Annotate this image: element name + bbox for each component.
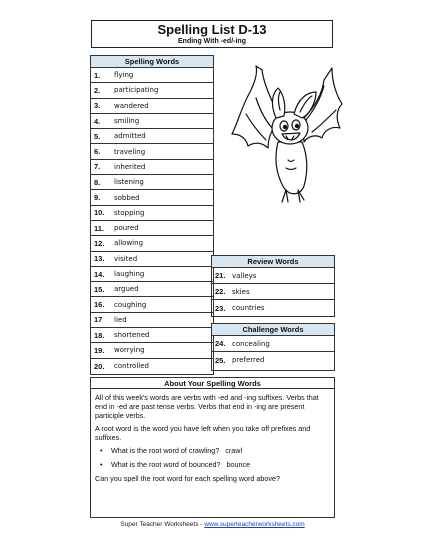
about-words-box — [90, 377, 335, 518]
spelling-word: allowing — [114, 239, 144, 248]
challenge-word-row — [212, 352, 334, 368]
spelling-word-row — [91, 282, 213, 297]
review-word: countries — [232, 304, 265, 312]
review-word: valleys — [232, 271, 257, 280]
review-word: skies — [232, 287, 250, 296]
spelling-word: admitted — [114, 132, 146, 141]
footer-link[interactable]: www.superteacherworksheets.com — [204, 521, 305, 528]
word-number: 11. — [94, 223, 105, 233]
spelling-word: sobbed — [114, 193, 140, 202]
review-words-box — [211, 255, 335, 317]
spelling-words-header: Spelling Words — [91, 56, 213, 68]
word-number: 2. — [94, 85, 101, 95]
challenge-word-row — [212, 336, 334, 352]
example-item — [95, 446, 330, 455]
word-number: 17 — [94, 315, 103, 325]
spelling-word: flying — [114, 71, 134, 80]
spelling-word: participating — [114, 86, 159, 95]
spelling-word: worrying — [114, 346, 145, 355]
about-paragraph-question: Can you spell the root word for each spelling word above? — [95, 474, 280, 483]
about-words-header: About Your Spelling Words — [91, 378, 334, 389]
spelling-word-row — [91, 160, 213, 175]
spelling-word: controlled — [114, 362, 149, 371]
word-number: 25. — [215, 355, 226, 365]
word-number: 4. — [94, 116, 101, 126]
word-number: 1. — [94, 70, 101, 80]
spelling-word-list — [91, 68, 213, 374]
word-number: 8. — [94, 177, 101, 187]
spelling-words-box — [90, 55, 214, 375]
spelling-word: smiling — [114, 117, 140, 126]
spelling-word: poured — [114, 224, 139, 233]
example-answer: bounce — [226, 460, 251, 469]
word-number: 24. — [215, 339, 226, 348]
word-number: 9. — [94, 193, 101, 203]
about-paragraph-root-word: A root word is the word you have left when you take off prefixes and suffixes. — [95, 424, 311, 442]
spelling-word-row — [91, 267, 213, 282]
spelling-word: stopping — [114, 208, 145, 217]
cartoon-bat-icon — [228, 62, 346, 212]
example-question: What is the root word of crawling? — [111, 446, 220, 455]
spelling-word: wandered — [114, 101, 149, 110]
spelling-word: argued — [114, 285, 139, 294]
word-number: 21. — [215, 271, 226, 280]
review-words-header: Review Words — [212, 256, 334, 268]
page-subtitle: Ending With -ed/-ing — [178, 38, 246, 45]
challenge-word: preferred — [232, 356, 265, 364]
word-number: 22. — [215, 287, 226, 296]
spelling-word-row — [91, 221, 213, 236]
word-number: 7. — [94, 162, 101, 172]
spelling-word-row — [91, 252, 213, 267]
spelling-word-row — [91, 343, 213, 358]
spelling-word-row — [91, 236, 213, 251]
title-box — [91, 20, 333, 48]
challenge-word: concealing — [232, 339, 270, 348]
spelling-word-row — [91, 190, 213, 205]
challenge-words-header: Challenge Words — [212, 324, 334, 336]
word-number: 12. — [94, 238, 105, 248]
spelling-word-row — [91, 68, 213, 83]
spelling-word-row — [91, 144, 213, 159]
footer — [0, 521, 425, 528]
word-number: 6. — [94, 147, 101, 157]
spelling-word-row — [91, 114, 213, 129]
about-paragraph-suffixes: All of this week's words are verbs with -ed and -ing suffixes. Verbs that end in -ed are past tense verbs. Verbs that end in -ing are present participle verbs. — [95, 393, 319, 420]
spelling-word: coughing — [114, 300, 147, 309]
example-answer: crawl — [225, 446, 243, 455]
spelling-word: inherited — [114, 162, 146, 171]
word-number: 14. — [94, 269, 105, 279]
word-number: 20. — [94, 361, 105, 371]
spelling-word: visited — [114, 254, 138, 263]
spelling-word-row — [91, 83, 213, 98]
review-word-row — [212, 268, 334, 284]
spelling-word-row — [91, 313, 213, 328]
spelling-word-row — [91, 328, 213, 343]
spelling-word-row — [91, 129, 213, 144]
page-title: Spelling List D-13 — [157, 22, 267, 37]
word-number: 15. — [94, 284, 105, 294]
example-item — [95, 460, 330, 469]
word-number: 3. — [94, 101, 101, 111]
word-number: 13. — [94, 254, 105, 264]
spelling-word: laughing — [114, 270, 145, 278]
spelling-word-row — [91, 175, 213, 190]
word-number: 18. — [94, 330, 105, 340]
spelling-word: lied — [114, 315, 127, 324]
challenge-words-box — [211, 323, 335, 371]
spelling-word-row — [91, 99, 213, 114]
example-list — [95, 446, 330, 469]
spelling-word: shortened — [114, 331, 150, 340]
spelling-word: listening — [114, 178, 144, 187]
word-number: 5. — [94, 131, 101, 141]
spelling-word-row — [91, 297, 213, 312]
review-word-row — [212, 284, 334, 300]
about-words-body — [91, 389, 334, 483]
word-number: 19. — [94, 345, 105, 355]
footer-text: Super Teacher Worksheets - — [120, 521, 205, 528]
word-number: 10. — [94, 208, 105, 218]
word-number: 23. — [215, 303, 226, 313]
example-question: What is the root word of bounced? — [111, 460, 221, 469]
review-word-row — [212, 300, 334, 316]
spelling-word-row — [91, 206, 213, 221]
spelling-word: traveling — [114, 147, 146, 156]
spelling-word-row — [91, 359, 213, 374]
word-number: 16. — [94, 300, 105, 310]
